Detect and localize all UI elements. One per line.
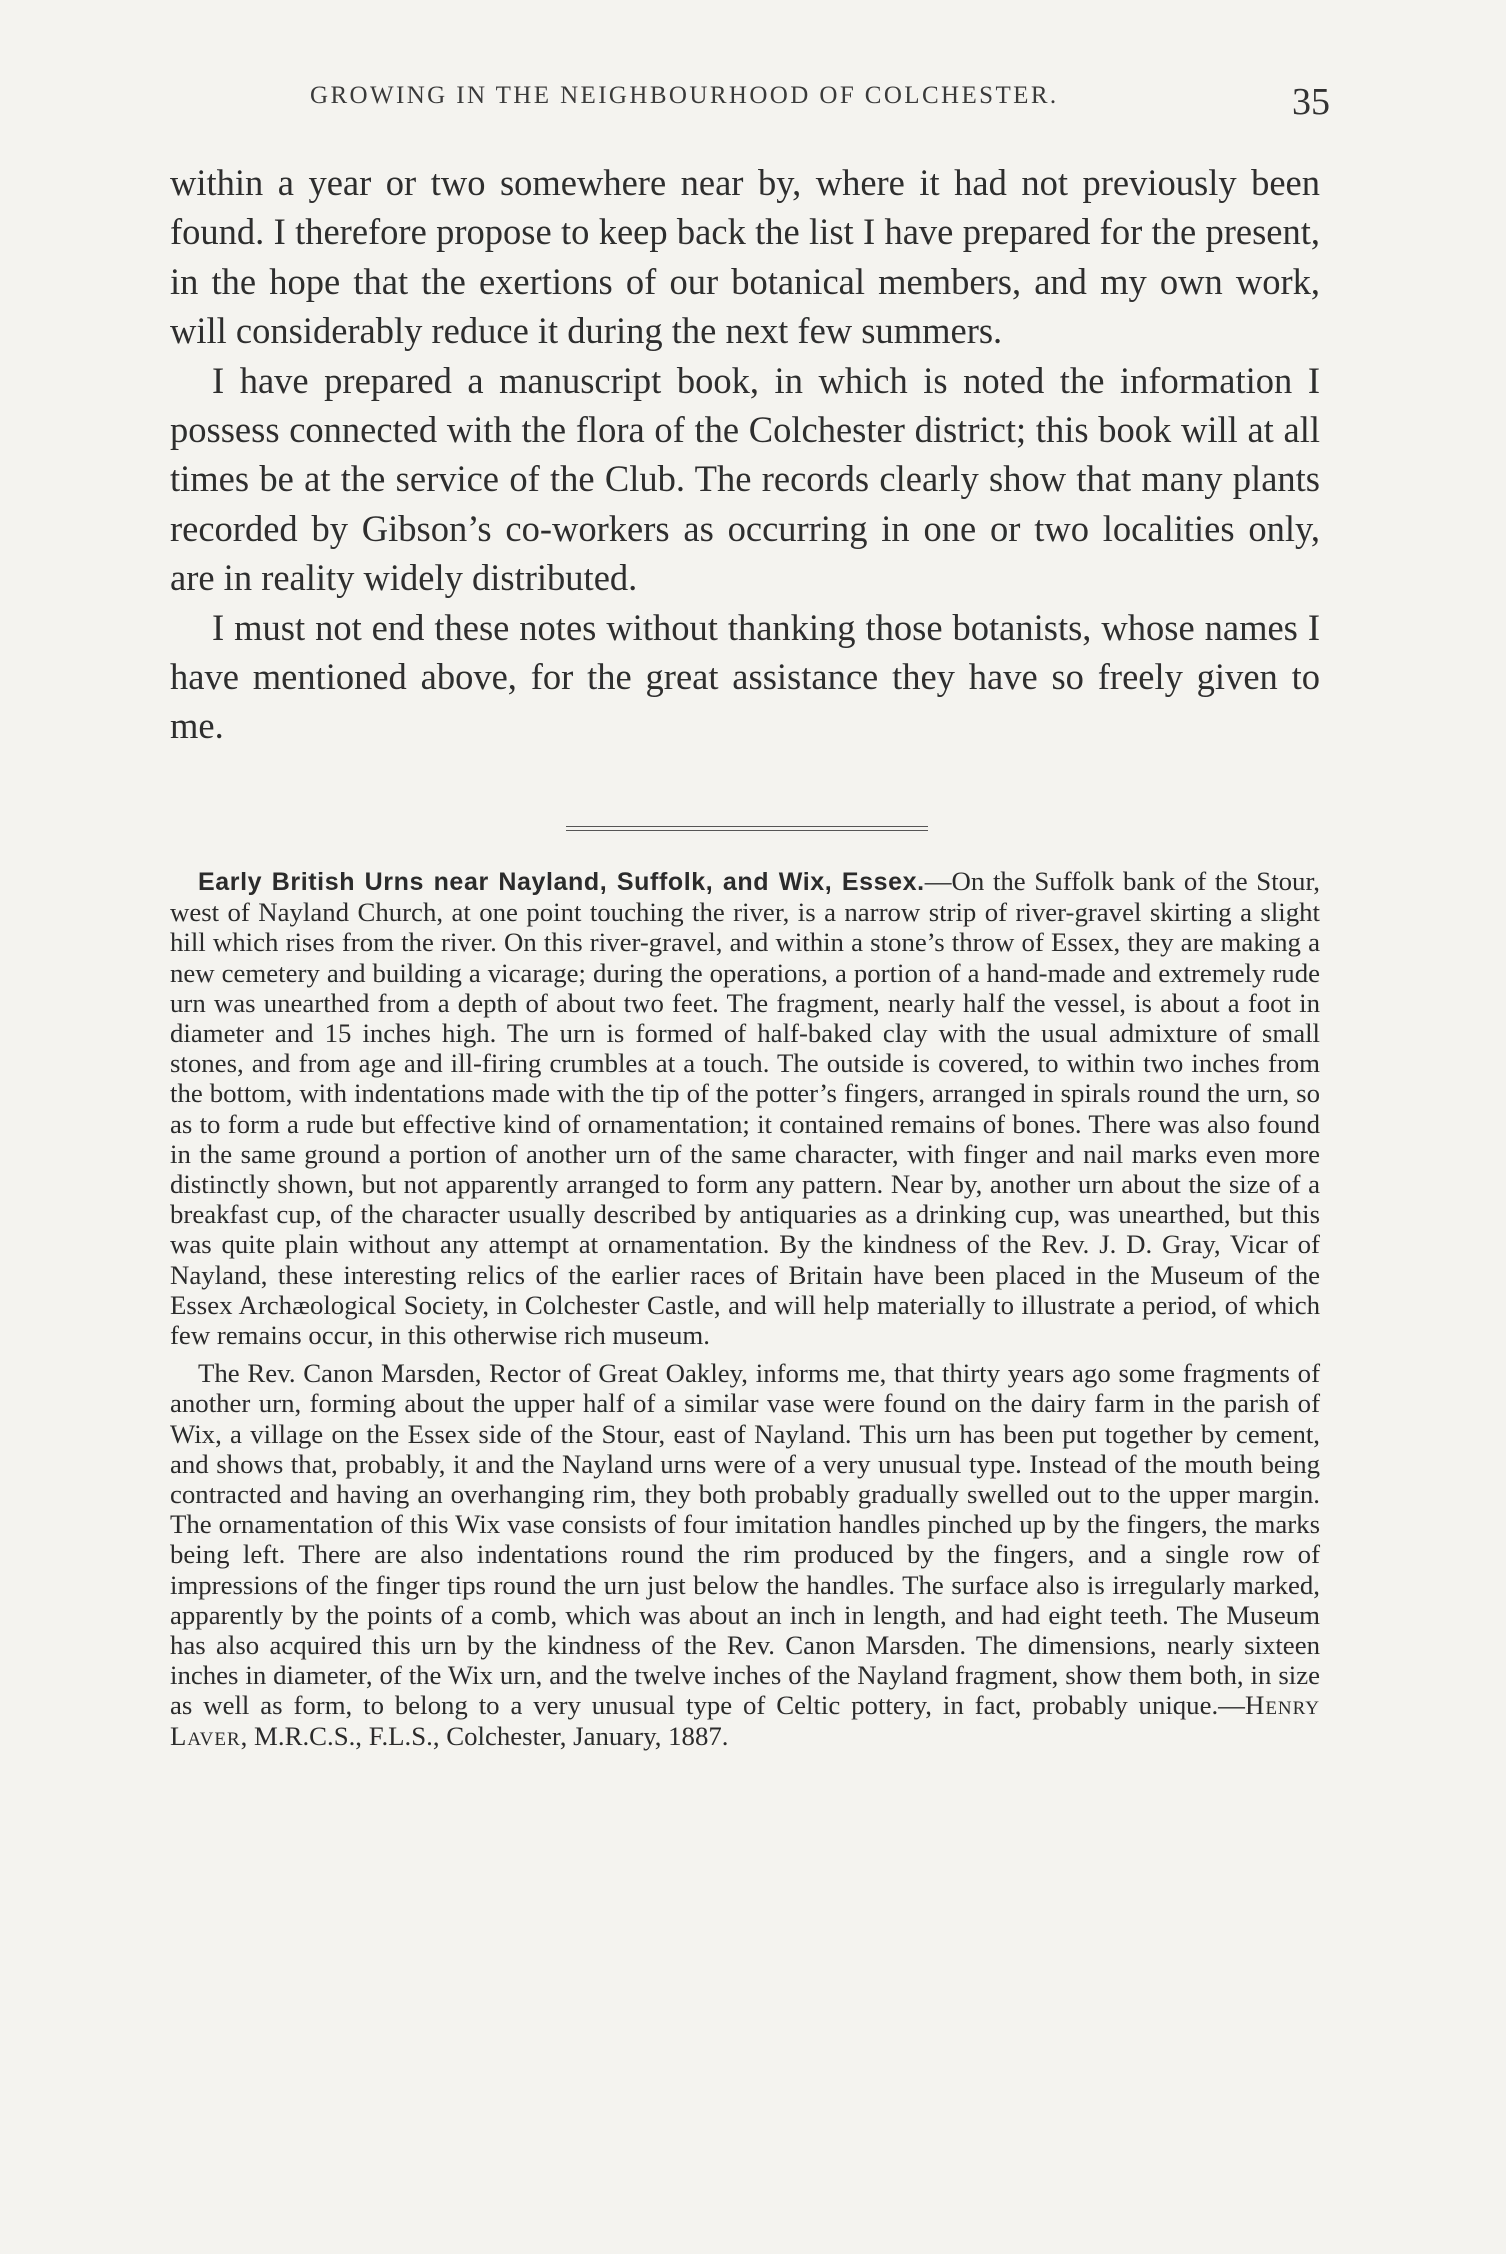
note-paragraph-text: The Rev. Canon Marsden, Rector of Great Oakley, informs me, that thirty years ago some fragments of another urn, forming about the upper half of a similar vase were found on the dairy farm in the parish of Wix, a village on the Essex side of the Stour, east of Nayland. This urn has been put together by cement, and shows that, probably, it and the Nayland urns were of a very unusual type. Instead of the mouth being contracted and having an overhanging rim, they both probably gradually swelled out to the upper margin. The ornamentation of this Wix vase consists of four imitation handles pinched up by the fingers, the marks being left. There are also indentations round the rim produced by the fingers, and a single row of impressions of the finger tips round the urn just below the handles. The surface also is irregularly marked, apparently by the points of a comb, which was about an inch in length, and had eight teeth. The Museum has also acquired this urn by the kindness of the Rev. Canon Marsden. The dimensions, nearly sixteen inches in diameter, of the Wix urn, and the twelve inches of the Nayland fragment, show them both, in size as well as form, to belong to a very unusual type of Celtic pottery, in fact, probably unique.— — [170, 1358, 1320, 1721]
page-number: 35 — [1292, 81, 1330, 123]
main-paragraph: I must not end these notes without thanking those botanists, whose names I have mentioned above, for the great assistance they have so freely given to me. — [170, 606, 1320, 747]
section-divider — [566, 826, 928, 834]
note-signoff: , M.R.C.S., F.L.S., Colchester, January, 1887. — [240, 1720, 729, 1751]
main-text — [170, 158, 1320, 751]
archaeology-note — [170, 866, 1320, 1759]
main-paragraph: within a year or two somewhere near by, where it had not previously been found. I therefore propose to keep back the list I have prepared for the present, in the hope that the exertions of our botanical members, and my own work, will considerably reduce it during the next few summers. — [170, 162, 1320, 352]
running-title: GROWING IN THE NEIGHBOURHOOD OF COLCHESTER. — [310, 82, 1059, 109]
running-head — [170, 82, 1330, 126]
note-paragraph — [170, 1358, 1320, 1751]
main-paragraph: I have prepared a manuscript book, in which is noted the information I possess connected with the flora of the Colchester district; this book will at all times be at the service of the Club. The records clearly show that many plants recorded by Gibson’s co-workers as occurring in one or two localities only, are in reality widely distributed. — [170, 359, 1320, 599]
note-paragraph — [170, 866, 1320, 1350]
note-paragraph-text: —On the Suffolk bank of the Stour, west of Nayland Church, at one point touching the river, is a narrow strip of river-gravel skirting a slight hill which rises from the river. On this river-gravel, and within a stone’s throw of Essex, they are making a new cemetery and building a vicarage; during the operations, a portion of a hand-made and extremely rude urn was unearthed from a depth of about two feet. The fragment, nearly half the vessel, is about a foot in diameter and 15 inches high. The urn is formed of half-baked clay with the usual admixture of small stones, and from age and ill-firing crumbles at a touch. The outside is covered, to within two inches from the bottom, with indentations made with the tip of the potter’s fingers, arranged in spirals round the urn, so as to form a rude but effective kind of ornamentation; it contained remains of bones. There was also found in the same ground a portion of another urn of the same character, with finger and nail marks even more distinctly shown, but not apparently arranged to form any pattern. Near by, another urn about the size of a breakfast cup, of the character usually described by antiquaries as a drinking cup, was unearthed, but this was quite plain without any attempt at ornamentation. By the kindness of the Rev. J. D. Gray, Vicar of Nayland, these interesting relics of the earlier races of Britain have been placed in the Museum of the Essex Archæological Society, in Colchester Castle, and will help materially to illustrate a period, of which few remains occur, in this otherwise rich museum. — [170, 866, 1320, 1351]
note-author: Henry Laver — [170, 1690, 1320, 1751]
note-heading: Early British Urns near Nayland, Suffolk, and Wix, Essex. — [198, 868, 925, 896]
